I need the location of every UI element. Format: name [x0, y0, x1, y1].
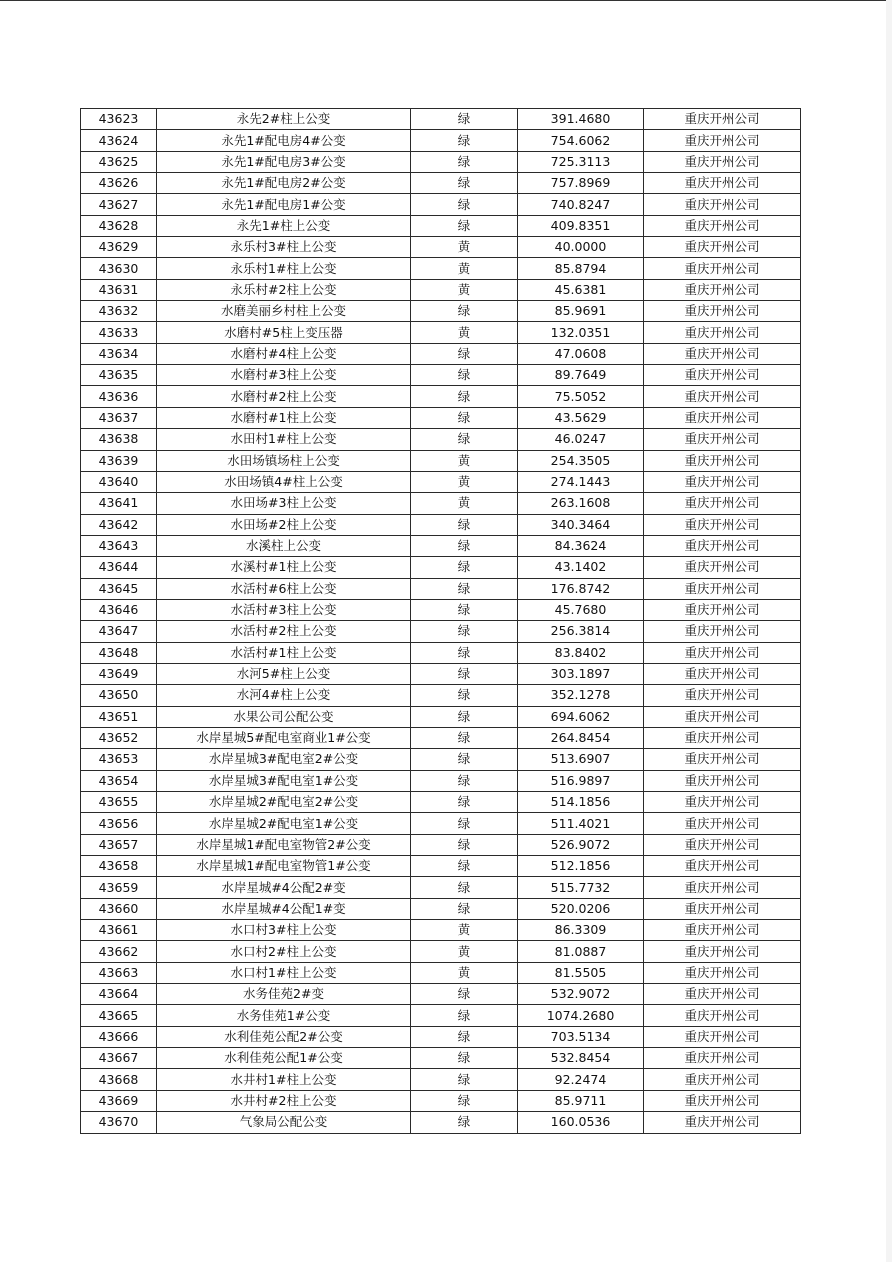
value-cell: 132.0351	[518, 322, 644, 343]
company-cell: 重庆开州公司	[644, 642, 801, 663]
value-cell: 391.4680	[518, 109, 644, 130]
company-cell: 重庆开州公司	[644, 877, 801, 898]
company-cell: 重庆开州公司	[644, 1069, 801, 1090]
company-cell: 重庆开州公司	[644, 856, 801, 877]
row-id-cell: 43625	[81, 151, 157, 172]
status-level-cell: 绿	[411, 770, 518, 791]
page-right-edge	[886, 0, 892, 1262]
transformer-name-cell: 水磨村#5柱上变压器	[157, 322, 411, 343]
row-id-cell: 43634	[81, 343, 157, 364]
row-id-cell: 43658	[81, 856, 157, 877]
status-level-cell: 绿	[411, 984, 518, 1005]
table-row	[81, 450, 801, 471]
company-cell: 重庆开州公司	[644, 151, 801, 172]
row-id-cell: 43665	[81, 1005, 157, 1026]
table-row	[81, 215, 801, 236]
table-row	[81, 535, 801, 556]
value-cell: 694.6062	[518, 706, 644, 727]
company-cell: 重庆开州公司	[644, 685, 801, 706]
value-cell: 513.6907	[518, 749, 644, 770]
value-cell: 264.8454	[518, 727, 644, 748]
company-cell: 重庆开州公司	[644, 621, 801, 642]
company-cell: 重庆开州公司	[644, 920, 801, 941]
value-cell: 512.1856	[518, 856, 644, 877]
row-id-cell: 43669	[81, 1090, 157, 1111]
transformer-name-cell: 水利佳苑公配1#公变	[157, 1048, 411, 1069]
company-cell: 重庆开州公司	[644, 386, 801, 407]
value-cell: 740.8247	[518, 194, 644, 215]
value-cell: 757.8969	[518, 173, 644, 194]
row-id-cell: 43648	[81, 642, 157, 663]
status-level-cell: 绿	[411, 749, 518, 770]
table-row	[81, 792, 801, 813]
company-cell: 重庆开州公司	[644, 962, 801, 983]
status-level-cell: 黄	[411, 322, 518, 343]
transformer-name-cell: 水岸星城3#配电室2#公变	[157, 749, 411, 770]
status-level-cell: 绿	[411, 727, 518, 748]
company-cell: 重庆开州公司	[644, 365, 801, 386]
status-level-cell: 绿	[411, 386, 518, 407]
status-level-cell: 绿	[411, 1069, 518, 1090]
company-cell: 重庆开州公司	[644, 1112, 801, 1133]
status-level-cell: 绿	[411, 194, 518, 215]
row-id-cell: 43638	[81, 429, 157, 450]
company-cell: 重庆开州公司	[644, 1026, 801, 1047]
transformer-name-cell: 水溪村#1柱上公变	[157, 557, 411, 578]
transformer-name-cell: 水活村#3柱上公变	[157, 599, 411, 620]
row-id-cell: 43650	[81, 685, 157, 706]
transformer-name-cell: 水井村#2柱上公变	[157, 1090, 411, 1111]
table-row	[81, 301, 801, 322]
value-cell: 515.7732	[518, 877, 644, 898]
table-row	[81, 151, 801, 172]
table-row	[81, 856, 801, 877]
transformer-name-cell: 永先1#柱上公变	[157, 215, 411, 236]
company-cell: 重庆开州公司	[644, 813, 801, 834]
value-cell: 160.0536	[518, 1112, 644, 1133]
row-id-cell: 43635	[81, 365, 157, 386]
row-id-cell: 43659	[81, 877, 157, 898]
transformer-name-cell: 水活村#1柱上公变	[157, 642, 411, 663]
company-cell: 重庆开州公司	[644, 301, 801, 322]
table-row	[81, 386, 801, 407]
transformer-name-cell: 水活村#2柱上公变	[157, 621, 411, 642]
transformer-name-cell: 永先1#配电房4#公变	[157, 130, 411, 151]
company-cell: 重庆开州公司	[644, 1005, 801, 1026]
table-row	[81, 237, 801, 258]
table-row	[81, 770, 801, 791]
row-id-cell: 43652	[81, 727, 157, 748]
company-cell: 重庆开州公司	[644, 258, 801, 279]
table-row	[81, 599, 801, 620]
row-id-cell: 43632	[81, 301, 157, 322]
value-cell: 83.8402	[518, 642, 644, 663]
transformer-name-cell: 水岸星城1#配电室物管2#公变	[157, 834, 411, 855]
company-cell: 重庆开州公司	[644, 727, 801, 748]
row-id-cell: 43633	[81, 322, 157, 343]
company-cell: 重庆开州公司	[644, 407, 801, 428]
status-level-cell: 绿	[411, 429, 518, 450]
status-level-cell: 绿	[411, 557, 518, 578]
table-row	[81, 1005, 801, 1026]
company-cell: 重庆开州公司	[644, 770, 801, 791]
status-level-cell: 绿	[411, 407, 518, 428]
row-id-cell: 43627	[81, 194, 157, 215]
value-cell: 526.9072	[518, 834, 644, 855]
transformer-name-cell: 水溪柱上公变	[157, 535, 411, 556]
table-row	[81, 258, 801, 279]
company-cell: 重庆开州公司	[644, 898, 801, 919]
row-id-cell: 43646	[81, 599, 157, 620]
transformer-name-cell: 水田场镇4#柱上公变	[157, 471, 411, 492]
transformer-name-cell: 水岸星城#4公配2#变	[157, 877, 411, 898]
table-row	[81, 706, 801, 727]
transformer-name-cell: 水活村#6柱上公变	[157, 578, 411, 599]
table-row	[81, 898, 801, 919]
status-level-cell: 绿	[411, 215, 518, 236]
table-row	[81, 578, 801, 599]
row-id-cell: 43664	[81, 984, 157, 1005]
status-level-cell: 绿	[411, 834, 518, 855]
row-id-cell: 43623	[81, 109, 157, 130]
transformer-name-cell: 水田场#3柱上公变	[157, 493, 411, 514]
status-level-cell: 绿	[411, 514, 518, 535]
value-cell: 92.2474	[518, 1069, 644, 1090]
value-cell: 176.8742	[518, 578, 644, 599]
value-cell: 81.0887	[518, 941, 644, 962]
status-level-cell: 绿	[411, 706, 518, 727]
row-id-cell: 43645	[81, 578, 157, 599]
company-cell: 重庆开州公司	[644, 941, 801, 962]
transformer-name-cell: 水口村3#柱上公变	[157, 920, 411, 941]
row-id-cell: 43670	[81, 1112, 157, 1133]
status-level-cell: 绿	[411, 856, 518, 877]
transformer-name-cell: 水口村1#柱上公变	[157, 962, 411, 983]
row-id-cell: 43668	[81, 1069, 157, 1090]
transformer-name-cell: 水田村1#柱上公变	[157, 429, 411, 450]
table-row	[81, 941, 801, 962]
row-id-cell: 43649	[81, 663, 157, 684]
company-cell: 重庆开州公司	[644, 535, 801, 556]
value-cell: 303.1897	[518, 663, 644, 684]
company-cell: 重庆开州公司	[644, 663, 801, 684]
status-level-cell: 绿	[411, 343, 518, 364]
status-level-cell: 绿	[411, 1005, 518, 1026]
transformer-name-cell: 水务佳苑1#公变	[157, 1005, 411, 1026]
transformer-name-cell: 水岸星城#4公配1#变	[157, 898, 411, 919]
value-cell: 45.6381	[518, 279, 644, 300]
company-cell: 重庆开州公司	[644, 599, 801, 620]
transformer-name-cell: 水井村1#柱上公变	[157, 1069, 411, 1090]
table-row	[81, 813, 801, 834]
value-cell: 274.1443	[518, 471, 644, 492]
status-level-cell: 黄	[411, 941, 518, 962]
transformer-name-cell: 永乐村#2柱上公变	[157, 279, 411, 300]
company-cell: 重庆开州公司	[644, 792, 801, 813]
value-cell: 254.3505	[518, 450, 644, 471]
status-level-cell: 绿	[411, 599, 518, 620]
table-row	[81, 621, 801, 642]
value-cell: 45.7680	[518, 599, 644, 620]
table-row	[81, 194, 801, 215]
value-cell: 85.9711	[518, 1090, 644, 1111]
status-level-cell: 黄	[411, 493, 518, 514]
row-id-cell: 43647	[81, 621, 157, 642]
transformer-name-cell: 水磨村#3柱上公变	[157, 365, 411, 386]
table-row	[81, 1112, 801, 1133]
status-level-cell: 黄	[411, 237, 518, 258]
company-cell: 重庆开州公司	[644, 109, 801, 130]
status-level-cell: 绿	[411, 301, 518, 322]
row-id-cell: 43641	[81, 493, 157, 514]
row-id-cell: 43630	[81, 258, 157, 279]
table-row	[81, 557, 801, 578]
company-cell: 重庆开州公司	[644, 343, 801, 364]
transformer-name-cell: 永先1#配电房3#公变	[157, 151, 411, 172]
transformer-name-cell: 水磨美丽乡村柱上公变	[157, 301, 411, 322]
status-level-cell: 绿	[411, 365, 518, 386]
transformer-name-cell: 水磨村#4柱上公变	[157, 343, 411, 364]
transformer-name-cell: 气象局公配公变	[157, 1112, 411, 1133]
status-level-cell: 绿	[411, 877, 518, 898]
status-level-cell: 绿	[411, 1048, 518, 1069]
value-cell: 516.9897	[518, 770, 644, 791]
status-level-cell: 绿	[411, 792, 518, 813]
status-level-cell: 绿	[411, 813, 518, 834]
value-cell: 1074.2680	[518, 1005, 644, 1026]
table-row	[81, 749, 801, 770]
company-cell: 重庆开州公司	[644, 834, 801, 855]
value-cell: 520.0206	[518, 898, 644, 919]
value-cell: 511.4021	[518, 813, 644, 834]
table-row	[81, 642, 801, 663]
status-level-cell: 绿	[411, 173, 518, 194]
table-row	[81, 109, 801, 130]
value-cell: 340.3464	[518, 514, 644, 535]
transformer-name-cell: 永先1#配电房1#公变	[157, 194, 411, 215]
value-cell: 46.0247	[518, 429, 644, 450]
row-id-cell: 43628	[81, 215, 157, 236]
table-row	[81, 1026, 801, 1047]
status-level-cell: 绿	[411, 642, 518, 663]
value-cell: 514.1856	[518, 792, 644, 813]
transformer-name-cell: 永先2#柱上公变	[157, 109, 411, 130]
transformer-name-cell: 水岸星城2#配电室1#公变	[157, 813, 411, 834]
company-cell: 重庆开州公司	[644, 493, 801, 514]
row-id-cell: 43660	[81, 898, 157, 919]
transformer-name-cell: 水磨村#1柱上公变	[157, 407, 411, 428]
value-cell: 85.9691	[518, 301, 644, 322]
company-cell: 重庆开州公司	[644, 322, 801, 343]
value-cell: 532.9072	[518, 984, 644, 1005]
company-cell: 重庆开州公司	[644, 706, 801, 727]
company-cell: 重庆开州公司	[644, 984, 801, 1005]
status-level-cell: 绿	[411, 1026, 518, 1047]
row-id-cell: 43656	[81, 813, 157, 834]
value-cell: 754.6062	[518, 130, 644, 151]
transformer-name-cell: 永乐村1#柱上公变	[157, 258, 411, 279]
status-level-cell: 黄	[411, 450, 518, 471]
transformer-name-cell: 永乐村3#柱上公变	[157, 237, 411, 258]
status-level-cell: 绿	[411, 151, 518, 172]
value-cell: 352.1278	[518, 685, 644, 706]
row-id-cell: 43653	[81, 749, 157, 770]
transformer-table	[80, 108, 801, 1134]
transformer-name-cell: 水果公司公配公变	[157, 706, 411, 727]
row-id-cell: 43662	[81, 941, 157, 962]
row-id-cell: 43667	[81, 1048, 157, 1069]
table-row	[81, 877, 801, 898]
value-cell: 263.1608	[518, 493, 644, 514]
status-level-cell: 绿	[411, 1090, 518, 1111]
company-cell: 重庆开州公司	[644, 749, 801, 770]
company-cell: 重庆开州公司	[644, 429, 801, 450]
table-row	[81, 343, 801, 364]
row-id-cell: 43654	[81, 770, 157, 791]
table-row	[81, 322, 801, 343]
status-level-cell: 绿	[411, 109, 518, 130]
row-id-cell: 43642	[81, 514, 157, 535]
status-level-cell: 绿	[411, 535, 518, 556]
company-cell: 重庆开州公司	[644, 130, 801, 151]
row-id-cell: 43666	[81, 1026, 157, 1047]
value-cell: 40.0000	[518, 237, 644, 258]
row-id-cell: 43631	[81, 279, 157, 300]
transformer-name-cell: 水河5#柱上公变	[157, 663, 411, 684]
row-id-cell: 43651	[81, 706, 157, 727]
row-id-cell: 43639	[81, 450, 157, 471]
table-row	[81, 984, 801, 1005]
value-cell: 75.5052	[518, 386, 644, 407]
company-cell: 重庆开州公司	[644, 1090, 801, 1111]
row-id-cell: 43626	[81, 173, 157, 194]
company-cell: 重庆开州公司	[644, 237, 801, 258]
transformer-name-cell: 水口村2#柱上公变	[157, 941, 411, 962]
value-cell: 703.5134	[518, 1026, 644, 1047]
transformer-name-cell: 水河4#柱上公变	[157, 685, 411, 706]
table-row	[81, 685, 801, 706]
table-row	[81, 407, 801, 428]
table-row	[81, 130, 801, 151]
company-cell: 重庆开州公司	[644, 173, 801, 194]
value-cell: 43.1402	[518, 557, 644, 578]
value-cell: 256.3814	[518, 621, 644, 642]
status-level-cell: 黄	[411, 279, 518, 300]
table-row	[81, 663, 801, 684]
row-id-cell: 43643	[81, 535, 157, 556]
value-cell: 409.8351	[518, 215, 644, 236]
status-level-cell: 绿	[411, 685, 518, 706]
transformer-name-cell: 水岸星城2#配电室2#公变	[157, 792, 411, 813]
transformer-name-cell: 水务佳苑2#变	[157, 984, 411, 1005]
row-id-cell: 43637	[81, 407, 157, 428]
value-cell: 725.3113	[518, 151, 644, 172]
status-level-cell: 绿	[411, 1112, 518, 1133]
table-row	[81, 1069, 801, 1090]
status-level-cell: 黄	[411, 471, 518, 492]
value-cell: 89.7649	[518, 365, 644, 386]
transformer-name-cell: 水田场镇场柱上公变	[157, 450, 411, 471]
status-level-cell: 绿	[411, 663, 518, 684]
row-id-cell: 43644	[81, 557, 157, 578]
row-id-cell: 43657	[81, 834, 157, 855]
status-level-cell: 黄	[411, 258, 518, 279]
table-row	[81, 1090, 801, 1111]
table-row	[81, 514, 801, 535]
value-cell: 532.8454	[518, 1048, 644, 1069]
transformer-name-cell: 水利佳苑公配2#公变	[157, 1026, 411, 1047]
table-row	[81, 1048, 801, 1069]
value-cell: 84.3624	[518, 535, 644, 556]
table-row	[81, 834, 801, 855]
row-id-cell: 43661	[81, 920, 157, 941]
value-cell: 47.0608	[518, 343, 644, 364]
transformer-name-cell: 水田场#2柱上公变	[157, 514, 411, 535]
company-cell: 重庆开州公司	[644, 471, 801, 492]
transformer-name-cell: 水岸星城3#配电室1#公变	[157, 770, 411, 791]
status-level-cell: 黄	[411, 962, 518, 983]
company-cell: 重庆开州公司	[644, 194, 801, 215]
status-level-cell: 黄	[411, 920, 518, 941]
transformer-name-cell: 水岸星城5#配电室商业1#公变	[157, 727, 411, 748]
value-cell: 81.5505	[518, 962, 644, 983]
value-cell: 85.8794	[518, 258, 644, 279]
row-id-cell: 43640	[81, 471, 157, 492]
company-cell: 重庆开州公司	[644, 557, 801, 578]
table-row	[81, 962, 801, 983]
company-cell: 重庆开州公司	[644, 450, 801, 471]
status-level-cell: 绿	[411, 578, 518, 599]
company-cell: 重庆开州公司	[644, 578, 801, 599]
table-row	[81, 920, 801, 941]
transformer-name-cell: 永先1#配电房2#公变	[157, 173, 411, 194]
status-level-cell: 绿	[411, 621, 518, 642]
status-level-cell: 绿	[411, 898, 518, 919]
page-top-border	[0, 0, 892, 1]
transformer-name-cell: 水磨村#2柱上公变	[157, 386, 411, 407]
company-cell: 重庆开州公司	[644, 215, 801, 236]
company-cell: 重庆开州公司	[644, 1048, 801, 1069]
value-cell: 86.3309	[518, 920, 644, 941]
row-id-cell: 43663	[81, 962, 157, 983]
company-cell: 重庆开州公司	[644, 514, 801, 535]
row-id-cell: 43636	[81, 386, 157, 407]
table-row	[81, 727, 801, 748]
table-row	[81, 471, 801, 492]
status-level-cell: 绿	[411, 130, 518, 151]
transformer-name-cell: 水岸星城1#配电室物管1#公变	[157, 856, 411, 877]
table-row	[81, 493, 801, 514]
row-id-cell: 43624	[81, 130, 157, 151]
table-row	[81, 173, 801, 194]
table-row	[81, 279, 801, 300]
table-row	[81, 365, 801, 386]
company-cell: 重庆开州公司	[644, 279, 801, 300]
row-id-cell: 43655	[81, 792, 157, 813]
table-body	[81, 109, 801, 1134]
value-cell: 43.5629	[518, 407, 644, 428]
row-id-cell: 43629	[81, 237, 157, 258]
table-row	[81, 429, 801, 450]
